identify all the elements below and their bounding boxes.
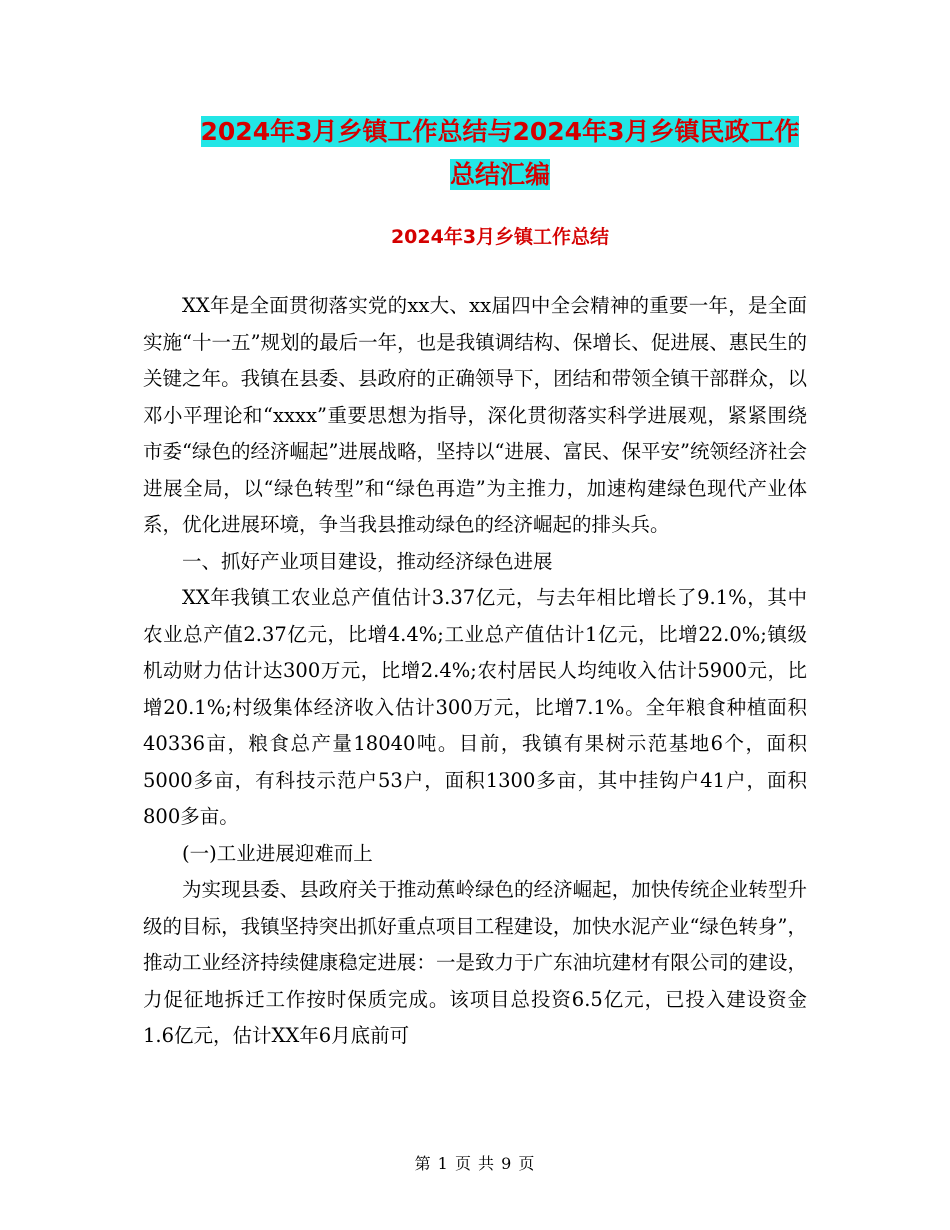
subheading-1: (一)工业进展迎难而上 [182,841,373,865]
paragraph-industry: 为实现县委、县政府关于推动蕉岭绿色的经济崛起，加快传统企业转型升级的目标，我镇坚持突出抓好重点项目工程建设，加快水泥产业“绿色转身”，推动工业经济持续健康稳定进展：一是致力于广东油坑建材有限公司的建设，力促征地拆迁工作按时保质完成。该项目总投资6.5亿元，已投入建设资金1.6亿元，估计XX年6月底前可 [143,878,807,1047]
section-title: 2024年3月乡镇工作总结 [390,226,610,248]
document-title [120,110,880,196]
title-line-1: 2024年3月乡镇工作总结与2024年3月乡镇民政工作 [200,117,800,146]
page-number-footer: 第 1 页 共 9 页 [414,1154,536,1173]
document-body [143,288,807,1055]
heading-1: 一、抓好产业项目建设，推动经济绿色进展 [182,549,553,573]
paragraph-statistics: XX年我镇工农业总产值估计3.37亿元，与去年相比增长了9.1%，其中农业总产值2.37亿元，比增4.4%;工业总产值估计1亿元，比增22.0%;镇级机动财力估计达300万元，比增2.4%;农村居民人均纯收入估计5900元，比增20.1%;村级集体经济收入估计300万元，比增7.1%。全年粮食种植面积40336亩，粮食总产量18040吨。目前，我镇有果树示范基地6个，面积5000多亩，有科技示范户53户，面积1300多亩，其中挂钩户41户，面积800多亩。 [143,586,807,828]
title-line-2: 总结汇编 [449,160,550,189]
paragraph-intro: XX年是全面贯彻落实党的xx大、xx届四中全会精神的重要一年，是全面实施“十一五”规划的最后一年，也是我镇调结构、保增长、促进展、惠民生的关键之年。我镇在县委、县政府的正确领导下，团结和带领全镇干部群众，以邓小平理论和“xxxx”重要思想为指导，深化贯彻落实科学进展观，紧紧围绕市委“绿色的经济崛起”进展战略，坚持以“进展、富民、保平安”统领经济社会进展全局，以“绿色转型”和“绿色再造”为主推力，加速构建绿色现代产业体系，优化进展环境，争当我县推动绿色的经济崛起的排头兵。 [143,294,807,536]
